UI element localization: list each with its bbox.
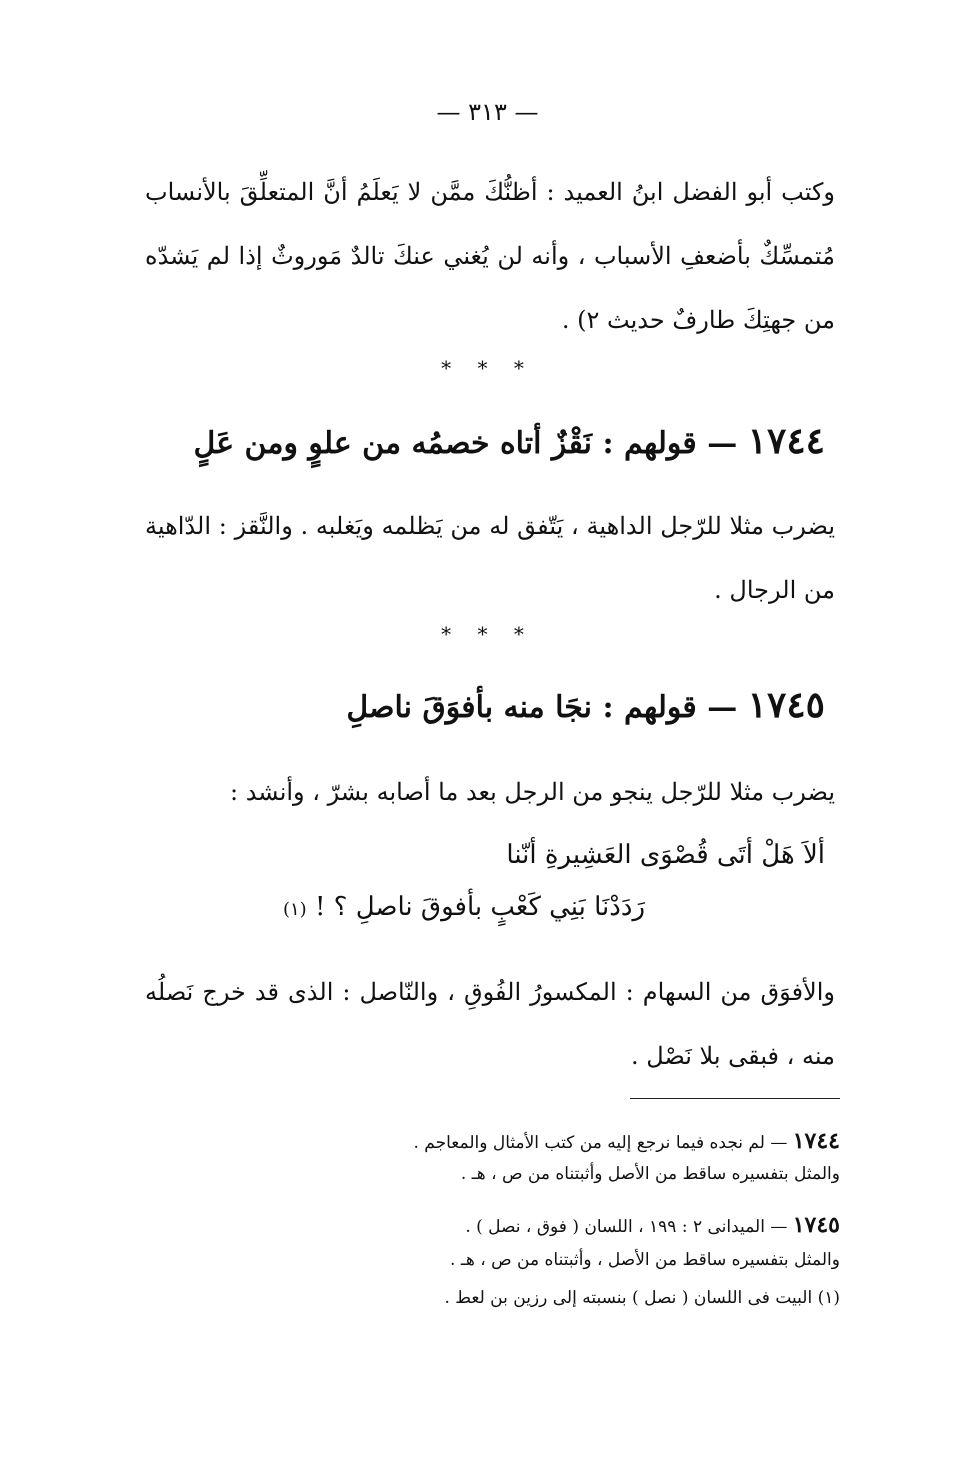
- entry-1745-gloss: والأفوَق من السهام : المكسورُ الفُوقِ ، والنّاصل : الذى قد خرج نَصلُه منه ، فبقى بلا نَصْل .: [145, 978, 835, 1070]
- footnote-1744-line-2: والمثل بتفسيره ساقط من الأصل وأثبتناه من ص ، هـ .: [460, 1164, 840, 1184]
- verse-line-1: ألاَ هَلْ أتَى قُصْوَى العَشِيرةِ أنّنا: [506, 840, 825, 870]
- footnote-1745-line-1: [160, 1212, 840, 1238]
- verse-line-2: [283, 892, 645, 922]
- verse-footnote-mark: (١): [282, 899, 307, 920]
- entry-1745-number: ١٧٤٥: [747, 684, 825, 726]
- footnote-1744-text-1: — لم نجده فيما نرجع إليه من كتب الأمثال والمعاجم .: [413, 1133, 788, 1153]
- page-number: — ٣١٣ —: [436, 98, 539, 126]
- section-separator: * * *: [441, 622, 534, 646]
- footnote-rule: [630, 1098, 840, 1099]
- intro-paragraph: وكتب أبو الفضل ابنُ العميد : أظنُّكَ ممَّن لا يَعلَمُ أنَّ المتعلِّقَ بالأنساب مُتمسِّكٌ بأضعفِ الأسباب ، وأنه لن يُغني عنكَ تالدٌ مَوروثٌ إذا لم يَشدّه من جهتِكَ طارفٌ حديث ٢) .: [145, 178, 835, 334]
- footnote-1745-text-1: — الميدانى ٢ : ١٩٩ ، اللسان ( فوق ، نصل ) .: [465, 1217, 788, 1237]
- entry-1744-dash: —: [707, 426, 738, 461]
- footnote-1744-line-1: [160, 1128, 840, 1154]
- entry-1744-title: قولهم : نَقْزٌ أتاه خصمُه من علوٍ ومن عَلٍ: [193, 426, 697, 461]
- footnote-1745-number: ١٧٤٥: [792, 1212, 840, 1238]
- footnote-1745-line-2: والمثل بتفسيره ساقط من الأصل ، وأثبتناه من ص ، هـ .: [450, 1250, 840, 1270]
- entry-1745-dash: —: [707, 690, 738, 725]
- footnote-verse-source: (١) البيت فى اللسان ( نصل ) بنسبته إلى رزين بن لعط .: [444, 1288, 840, 1308]
- entry-1744-heading: [145, 420, 825, 462]
- entry-1744-number: ١٧٤٤: [747, 420, 825, 462]
- entry-1744-text: يضرب مثلا للرّجل الداهية ، يَتّفق له من يَظلمه ويَغلبه . والنَّقز : الدّاهية من الرجال .: [145, 512, 835, 604]
- footnote-1744-number: ١٧٤٤: [792, 1128, 840, 1154]
- verse-line-2-text: رَدَدْنَا بَنِي كَعْبٍ بأفوقَ ناصلِ ؟ !: [314, 892, 645, 922]
- entry-1745-title: قولهم : نجَا منه بأفوَقَ ناصلِ: [346, 690, 697, 725]
- entry-1745-text: يضرب مثلا للرّجل ينجو من الرجل بعد ما أصابه بشرّ ، وأنشد :: [229, 778, 835, 806]
- section-separator: * * *: [441, 356, 534, 380]
- entry-1745-heading: [145, 684, 825, 726]
